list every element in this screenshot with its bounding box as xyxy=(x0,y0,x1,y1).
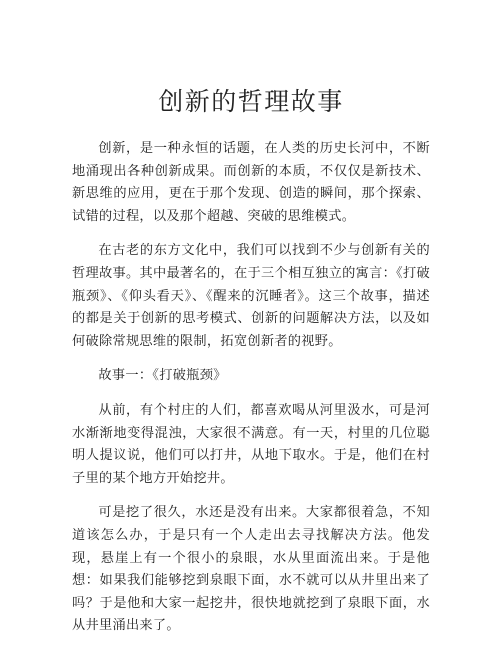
document-title: 创新的哲理故事 xyxy=(158,87,344,116)
intro-paragraph-1: 创新，是一种永恒的话题，在人类的历史长河中，不断地涌现出各种创新成果。而创新的本质，不仅仅是新技术、新思维的应用，更在于那个发现、创造的瞬间，那个探索、试错的过程，以及那个超越、突破的思维模式。 xyxy=(72,141,430,224)
story1-paragraph-1: 从前，有个村庄的人们，都喜欢喝从河里汲水，可是河水渐渐地变得混浊，大家很不满意。有一天，村里的几位聪明人提议说，他们可以打井，从地下取水。于是，他们在村子里的某个地方开始挖井。 xyxy=(72,402,430,486)
intro-paragraph-2: 在古老的东方文化中，我们可以找到不少与创新有关的哲理故事。其中最著名的，在于三个相互独立的寓言：《打破瓶颈》、《仰头看天》、《醒来的沉睡者》。这三个故事，描述的都是关于创新的思考模式、创新的问题解决方法，以及如何破除常规思维的限制，拓宽创新者的视野。 xyxy=(72,243,430,349)
document-page xyxy=(72,86,430,650)
story1-heading: 故事一：《打破瓶颈》 xyxy=(98,368,227,384)
story1-paragraph-2: 可是挖了很久，水还是没有出来。大家都很着急，不知道该怎么办，于是只有一个人走出去寻找解决方法。他发现，悬崖上有一个很小的泉眼，水从里面流出来。于是他想：如果我们能够挖到泉眼下面，水不就可以从井里出来了吗？于是他和大家一起挖井，很快地就挖到了泉眼下面，水从井里涌出来了。 xyxy=(72,505,430,634)
